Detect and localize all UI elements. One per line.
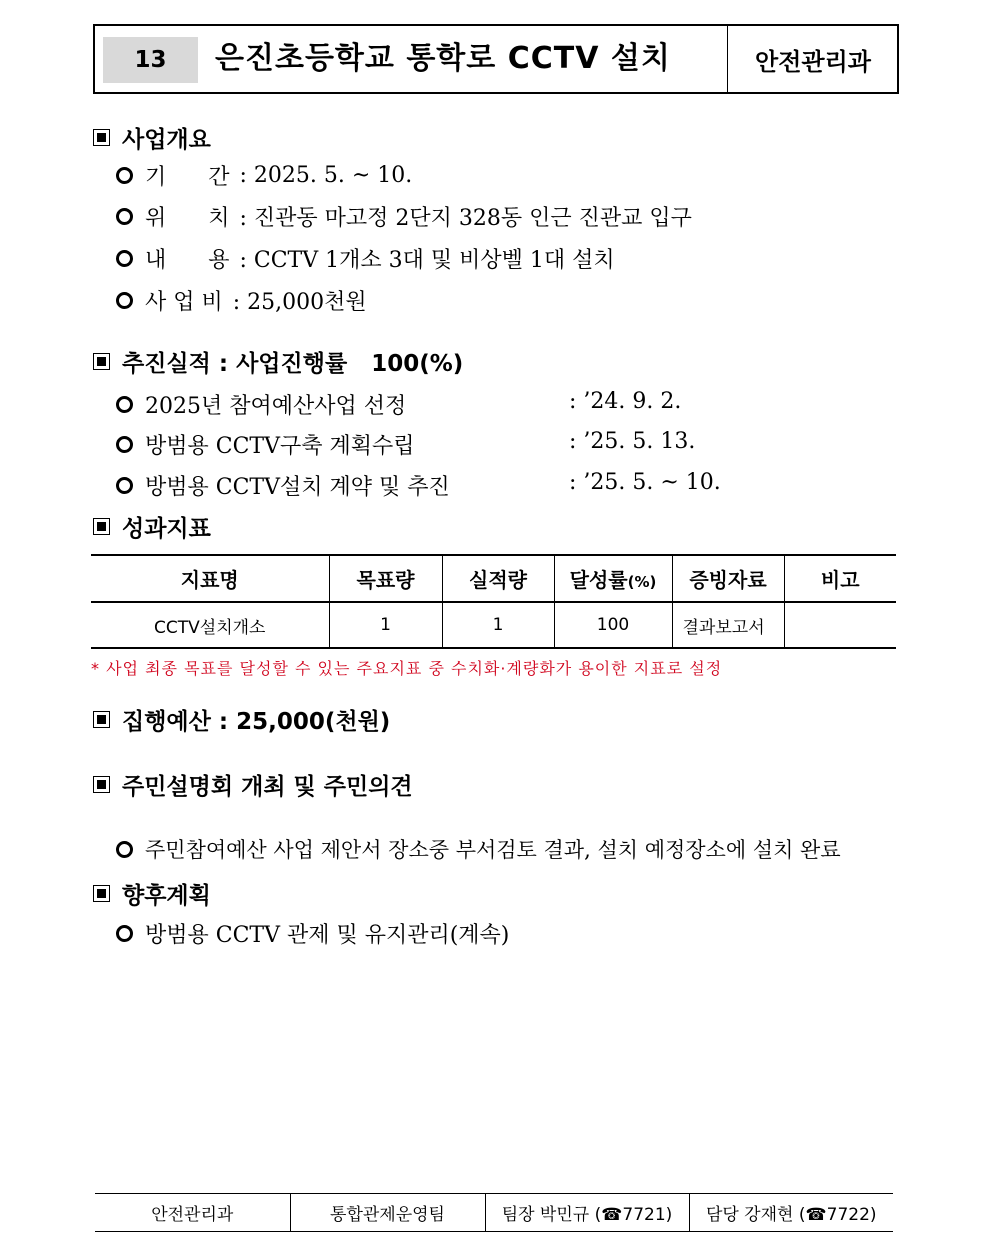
col-indicator: 지표명 xyxy=(91,555,329,602)
kpi-heading: 성과지표 xyxy=(93,510,211,543)
residents-heading: 주민설명회 개최 및 주민의견 xyxy=(93,768,413,801)
cell-evidence: 결과보고서 xyxy=(672,602,784,648)
square-bullet-icon xyxy=(93,353,110,370)
cell-rate: 100 xyxy=(554,602,672,648)
square-bullet-icon xyxy=(93,129,110,146)
square-bullet-icon xyxy=(93,885,110,902)
progress-item: 방범용 CCTV설치 계약 및 추진 : ’25. 5. ~ 10. xyxy=(114,470,894,501)
circle-bullet-icon xyxy=(116,436,133,453)
residents-item: 주민참여예산 사업 제안서 장소중 부서검토 결과, 설치 예정장소에 설치 완료 xyxy=(114,834,841,864)
footer-leader: 팀장 박민규 (☎7721) xyxy=(485,1194,689,1232)
overview-budget: 사 업 비 : 25,000천원 xyxy=(114,285,367,316)
plan-item: 방범용 CCTV 관제 및 유지관리(계속) xyxy=(114,918,509,949)
cell-remarks xyxy=(784,602,896,648)
header-divider xyxy=(727,26,728,92)
table-row xyxy=(91,602,896,648)
title-box xyxy=(93,24,899,94)
square-bullet-icon xyxy=(93,776,110,793)
circle-bullet-icon xyxy=(116,925,133,942)
square-bullet-icon xyxy=(93,518,110,535)
circle-bullet-icon xyxy=(116,477,133,494)
circle-bullet-icon xyxy=(116,396,133,413)
budget-heading: 집행예산 : 25,000(천원) xyxy=(93,703,390,736)
circle-bullet-icon xyxy=(116,292,133,309)
overview-location: 위 치 : 진관동 마고정 2단지 328동 인근 진관교 입구 xyxy=(114,201,692,232)
circle-bullet-icon xyxy=(116,250,133,267)
cell-actual: 1 xyxy=(442,602,554,648)
footer-table xyxy=(95,1193,893,1232)
circle-bullet-icon xyxy=(116,167,133,184)
cell-indicator: CCTV설치개소 xyxy=(91,602,329,648)
col-target: 목표량 xyxy=(329,555,442,602)
col-evidence: 증빙자료 xyxy=(672,555,784,602)
overview-content: 내 용 : CCTV 1개소 3대 및 비상벨 1대 설치 xyxy=(114,243,615,274)
footer-team: 통합관제운영팀 xyxy=(290,1194,485,1232)
page-title: 은진초등학교 통학로 CCTV 설치 xyxy=(215,41,671,76)
col-remarks: 비고 xyxy=(784,555,896,602)
circle-bullet-icon xyxy=(116,208,133,225)
overview-period: 기 간 : 2025. 5. ~ 10. xyxy=(114,160,412,191)
footer-department: 안전관리과 xyxy=(95,1194,290,1232)
header-department: 안전관리과 xyxy=(755,47,871,76)
cell-target: 1 xyxy=(329,602,442,648)
circle-bullet-icon xyxy=(116,841,133,858)
table-header-row xyxy=(91,555,896,602)
col-actual: 실적량 xyxy=(442,555,554,602)
square-bullet-icon xyxy=(93,711,110,728)
progress-heading: 추진실적 : 사업진행률 100(%) xyxy=(93,345,463,378)
progress-item: 2025년 참여예산사업 선정 : ’24. 9. 2. xyxy=(114,389,894,420)
col-rate: 달성률(%) xyxy=(554,555,672,602)
footer-row xyxy=(95,1194,893,1232)
kpi-note: * 사업 최종 목표를 달성할 수 있는 주요지표 중 수치화·계량화가 용이한 지표로 설정 xyxy=(91,659,723,678)
project-number: 13 xyxy=(103,37,198,83)
progress-item: 방범용 CCTV구축 계획수립 : ’25. 5. 13. xyxy=(114,429,894,460)
footer-staff: 담당 강재현 (☎7722) xyxy=(689,1194,893,1232)
plan-heading: 향후계획 xyxy=(93,877,211,910)
kpi-table xyxy=(91,554,896,649)
overview-heading: 사업개요 xyxy=(93,121,211,154)
